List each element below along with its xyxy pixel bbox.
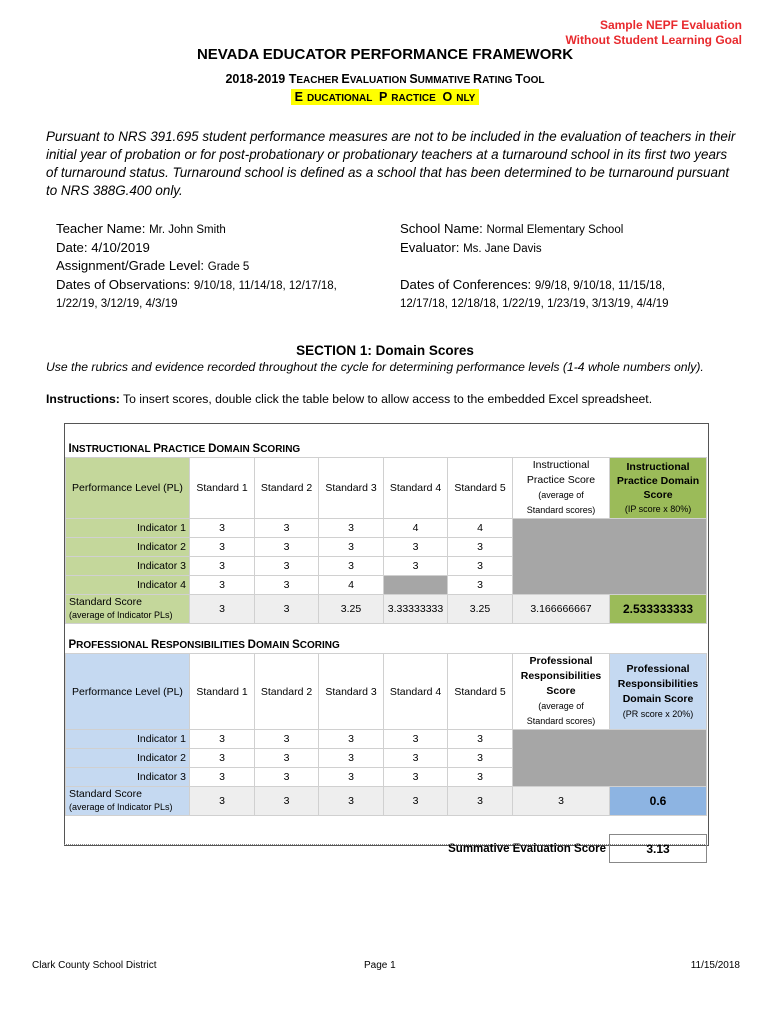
page-subtitle: 2018-2019 TEACHER EVALUATION SUMMATIVE RATING TOOL <box>225 72 545 86</box>
pr-cell[interactable]: 3 <box>255 768 319 787</box>
pr-cell[interactable]: 3 <box>448 730 513 749</box>
ip-standard-score: 3 <box>190 595 255 624</box>
ip-standard-5-header: Standard 5 <box>448 458 513 519</box>
date-row: Date: 4/10/2019 <box>56 240 150 255</box>
pr-cell[interactable]: 3 <box>384 768 448 787</box>
footer-district: Clark County School District <box>32 960 157 971</box>
section-1-subtitle: Use the rubrics and evidence recorded throughout the cycle for determining performance levels (1-4 whole numbers only). <box>46 360 704 374</box>
ip-standard-score: 3.33333333 <box>384 595 448 624</box>
ip-cell[interactable]: 3 <box>190 576 255 595</box>
conferences-row: Dates of Conferences: 9/9/18, 9/10/18, 11/15/18, <box>400 277 666 292</box>
page-title: NEVADA EDUCATOR PERFORMANCE FRAMEWORK <box>196 46 574 63</box>
ip-indicator-3-label: Indicator 3 <box>66 557 190 576</box>
pr-cell[interactable]: 3 <box>190 749 255 768</box>
pr-cell[interactable]: 3 <box>319 749 384 768</box>
professional-responsibilities-table[interactable] <box>65 637 707 863</box>
pr-gray-block <box>513 730 707 787</box>
pr-standard-2-header: Standard 2 <box>255 654 319 730</box>
spreadsheet-bottom-edge <box>64 844 707 845</box>
sample-line-1: Sample NEPF Evaluation <box>599 18 742 32</box>
educational-practice-only-banner: E DUCATIONAL P RACTICE O NLY <box>0 88 770 106</box>
footer-date: 11/15/2018 <box>690 960 740 971</box>
pr-standard-score-label: Standard Score (average of Indicator PLs) <box>66 787 190 816</box>
pr-score: 3 <box>513 787 610 816</box>
pr-cell[interactable]: 3 <box>190 768 255 787</box>
ip-cell[interactable]: 3 <box>255 519 319 538</box>
pr-score-header: Professional Responsibilities Score (average of Standard scores) <box>513 654 610 730</box>
pr-cell[interactable]: 3 <box>319 730 384 749</box>
ip-cell[interactable]: 3 <box>448 557 513 576</box>
ip-cell[interactable]: 3 <box>319 557 384 576</box>
pr-standard-score: 3 <box>384 787 448 816</box>
ip-domain-score: 2.533333333 <box>610 595 707 624</box>
ip-domain-score-header: Instructional Practice Domain Score (IP score x 80%) <box>610 458 707 519</box>
sample-label <box>565 18 742 48</box>
ip-cell[interactable]: 3 <box>448 538 513 557</box>
instructions: Instructions: To insert scores, double click the table below to allow access to the embedded Excel spreadsheet. <box>46 392 653 406</box>
pr-standard-5-header: Standard 5 <box>448 654 513 730</box>
ip-cell[interactable]: 3 <box>255 576 319 595</box>
pr-cell[interactable]: 3 <box>190 730 255 749</box>
ip-cell[interactable]: 4 <box>448 519 513 538</box>
teacher-info <box>56 220 337 313</box>
ip-indicator-1-label: Indicator 1 <box>66 519 190 538</box>
ip-cell[interactable]: 4 <box>319 576 384 595</box>
pr-cell[interactable]: 3 <box>255 730 319 749</box>
observations-row: Dates of Observations: 9/10/18, 11/14/18, 12/17/18, <box>56 277 337 292</box>
ip-cell[interactable]: 3 <box>384 538 448 557</box>
ip-pl-header: Performance Level (PL) <box>66 458 190 519</box>
pr-standard-score: 3 <box>190 787 255 816</box>
ip-practice-score: 3.166666667 <box>513 595 610 624</box>
pr-standard-1-header: Standard 1 <box>190 654 255 730</box>
pr-cell[interactable]: 3 <box>448 749 513 768</box>
footer-page-number: Page 1 <box>364 960 396 971</box>
instructional-practice-table[interactable] <box>65 441 707 624</box>
pr-cell[interactable]: 3 <box>255 749 319 768</box>
pr-standard-score: 3 <box>255 787 319 816</box>
summative-score-label: Summative Evaluation Score <box>448 842 606 855</box>
ip-cell[interactable]: 3 <box>255 557 319 576</box>
ip-cell[interactable]: 4 <box>384 519 448 538</box>
ip-cell-disabled <box>384 576 448 595</box>
ip-standard-1-header: Standard 1 <box>190 458 255 519</box>
pr-standard-4-header: Standard 4 <box>384 654 448 730</box>
conferences-row-2: 12/17/18, 12/18/18, 1/22/19, 1/23/19, 3/13/19, 4/4/19 <box>400 298 669 310</box>
pr-standard-3-header: Standard 3 <box>319 654 384 730</box>
ip-standard-score: 3.25 <box>448 595 513 624</box>
ip-cell[interactable]: 3 <box>319 519 384 538</box>
teacher-name-row: Teacher Name: Mr. John Smith <box>56 221 226 236</box>
sample-line-2: Without Student Learning Goal <box>565 33 742 47</box>
pr-domain-title: PROFESSIONAL RESPONSIBILITIES DOMAIN SCORING <box>68 639 340 651</box>
ip-cell[interactable]: 3 <box>190 538 255 557</box>
ip-indicator-2-label: Indicator 2 <box>66 538 190 557</box>
ip-cell[interactable]: 3 <box>384 557 448 576</box>
pr-cell[interactable]: 3 <box>448 768 513 787</box>
pr-indicator-3-label: Indicator 3 <box>66 768 190 787</box>
section-1-title: SECTION 1: Domain Scores <box>296 343 474 358</box>
pr-pl-header: Performance Level (PL) <box>66 654 190 730</box>
intro-paragraph: Pursuant to NRS 391.695 student performance measures are not to be included in the evaluation of teachers in their initial year of probation or for post-probationary or probationary teachers at a turnaround school in its first two years of turnaround status. Turnaround school is defined as a school that has been determined to be turnaround pursuant to NRS 388G.400 only. <box>46 129 736 198</box>
ip-cell[interactable]: 3 <box>255 538 319 557</box>
ip-indicator-4-label: Indicator 4 <box>66 576 190 595</box>
ip-standard-score: 3.25 <box>319 595 384 624</box>
summative-score-value: 3.13 <box>610 835 707 863</box>
pr-domain-score-header: Professional Responsibilities Domain Score (PR score x 20%) <box>610 654 707 730</box>
pr-cell[interactable]: 3 <box>384 749 448 768</box>
ip-practice-score-header: Instructional Practice Score (average of Standard scores) <box>513 458 610 519</box>
ip-cell[interactable]: 3 <box>319 538 384 557</box>
pr-standard-score: 3 <box>319 787 384 816</box>
school-name-row: School Name: Normal Elementary School <box>400 221 624 236</box>
observations-row-2: 1/22/19, 3/12/19, 4/3/19 <box>56 298 178 310</box>
school-info <box>400 220 669 313</box>
pr-cell[interactable]: 3 <box>384 730 448 749</box>
ip-domain-title: INSTRUCTIONAL PRACTICE DOMAIN SCORING <box>68 443 301 455</box>
ip-standard-4-header: Standard 4 <box>384 458 448 519</box>
ip-gray-block <box>513 519 707 595</box>
ip-standard-score: 3 <box>255 595 319 624</box>
ip-cell[interactable]: 3 <box>190 557 255 576</box>
ip-cell[interactable]: 3 <box>448 576 513 595</box>
pr-indicator-2-label: Indicator 2 <box>66 749 190 768</box>
pr-domain-score: 0.6 <box>610 787 707 816</box>
pr-cell[interactable]: 3 <box>319 768 384 787</box>
pr-standard-score: 3 <box>448 787 513 816</box>
assignment-row: Assignment/Grade Level: Grade 5 <box>56 258 250 273</box>
ip-standard-score-label: Standard Score (average of Indicator PLs) <box>66 595 190 624</box>
evaluator-row: Evaluator: Ms. Jane Davis <box>400 240 542 255</box>
ip-standard-3-header: Standard 3 <box>319 458 384 519</box>
ip-cell[interactable]: 3 <box>190 519 255 538</box>
pr-indicator-1-label: Indicator 1 <box>66 730 190 749</box>
ip-standard-2-header: Standard 2 <box>255 458 319 519</box>
